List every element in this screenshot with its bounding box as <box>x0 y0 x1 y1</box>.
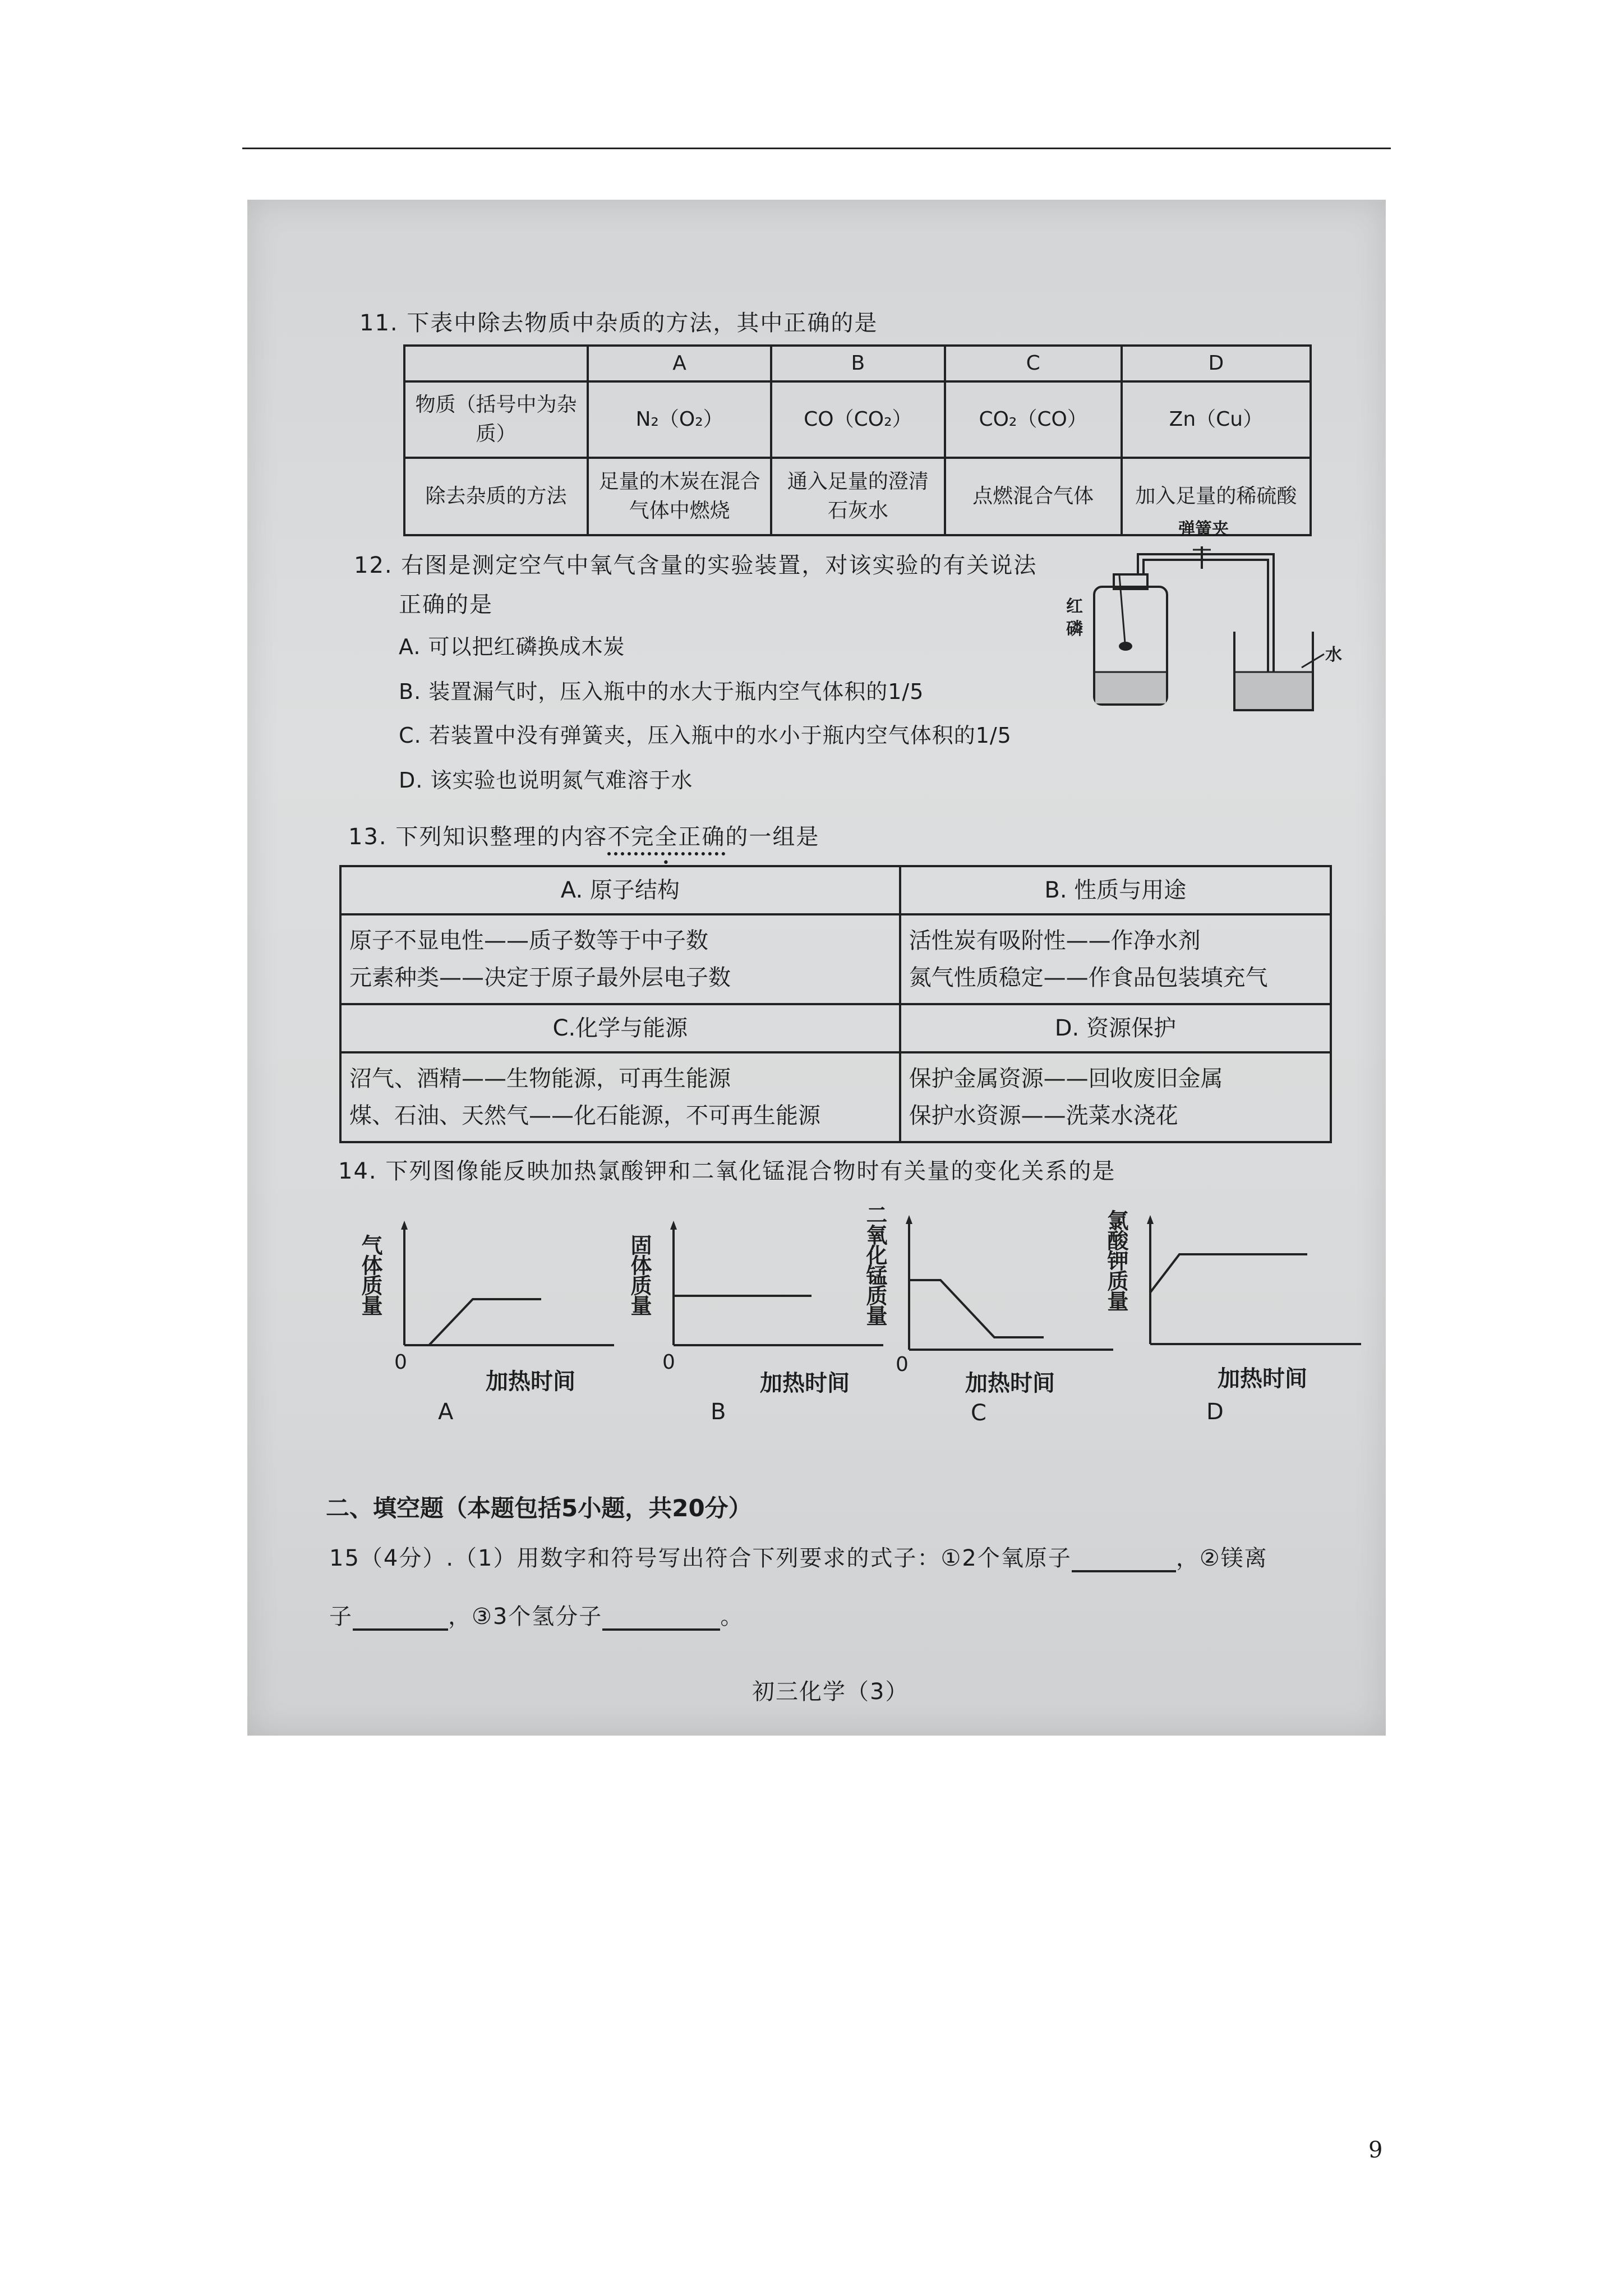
graph-c-letter: C <box>971 1400 986 1426</box>
q13-cell-c-title: C.化学与能源 <box>340 1004 900 1052</box>
exam-photo <box>247 200 1386 1736</box>
graph-b <box>629 1221 864 1423</box>
q11-table <box>403 344 1312 536</box>
graph-c-y-arrow <box>906 1215 912 1224</box>
graph-c-xlabel: 加热时间 <box>965 1370 1055 1396</box>
graph-b-y-arrow <box>670 1221 677 1230</box>
q11-stem: 11. 下表中除去物质中杂质的方法，其中正确的是 <box>359 310 878 336</box>
graph-d-curve <box>1150 1254 1307 1292</box>
graph-d-letter: D <box>1206 1399 1224 1425</box>
graph-b-ylabel: 固体质量 <box>627 1234 652 1315</box>
q13-b-line1: 活性炭有吸附性——作净水剂 <box>909 928 1201 954</box>
q13-cell-d-body <box>900 1052 1331 1142</box>
q13-stem-emphasis: 不完全正确 • <box>607 819 725 851</box>
q13-a-line1: 原子不显电性——质子数等于中子数 <box>349 928 708 954</box>
graph-d-xlabel: 加热时间 <box>1218 1366 1307 1392</box>
q15-blank-hydrogen-molecules[interactable] <box>602 1606 720 1631</box>
q13-a-line2: 元素种类——决定于原子最外层电子数 <box>349 965 731 991</box>
q13-d-line2: 保护水资源——洗菜水浇花 <box>909 1103 1178 1129</box>
header-rule <box>242 148 1391 149</box>
q11-row1-a: N₂（O₂） <box>588 381 771 458</box>
q15-line2-c: 。 <box>720 1604 744 1630</box>
graph-c-plot <box>889 1209 1124 1372</box>
graph-b-letter: B <box>711 1399 726 1425</box>
q13-c-line1: 沼气、酒精——生物能源，可再生能源 <box>349 1066 731 1092</box>
graph-b-xlabel: 加热时间 <box>760 1370 850 1396</box>
q12-option-c: C. 若装置中没有弹簧夹，压入瓶中的水小于瓶内空气体积的1/5 <box>399 723 1012 748</box>
q12-option-b: B. 装置漏气时，压入瓶中的水大于瓶内空气体积的1/5 <box>399 679 924 704</box>
q12-stem-line1: 12. 右图是测定空气中氧气含量的实验装置，对该实验的有关说法 <box>354 553 1038 578</box>
q12-option-d: D. 该实验也说明氮气难溶于水 <box>399 768 693 793</box>
exam-footer: 初三化学（3） <box>752 1679 909 1705</box>
q11-row1-c: CO₂（CO） <box>945 381 1122 458</box>
section2-title: 二、填空题（本题包括5小题，共20分） <box>326 1494 752 1522</box>
q15-line1-end: ，②镁离 <box>1175 1545 1268 1571</box>
q11-row2-d: 加入足量的稀硫酸 <box>1122 458 1311 535</box>
q13-table <box>339 865 1332 1143</box>
q12-option-a: A. 可以把红磷换成木炭 <box>399 634 625 659</box>
graph-a-y-arrow <box>401 1221 408 1230</box>
graph-a-ylabel: 气体质量 <box>358 1234 382 1315</box>
graph-c <box>863 1204 1111 1426</box>
q15-line2 <box>329 1599 744 1631</box>
q11-header-d: D <box>1122 346 1311 381</box>
graph-a-plot <box>384 1221 620 1366</box>
q11-row2-label: 除去杂质的方法 <box>404 458 588 535</box>
q15-line2-b: ，③3个氢分子 <box>448 1604 603 1630</box>
graph-a-zero: 0 <box>394 1351 407 1374</box>
graph-a <box>359 1221 595 1423</box>
q13-cell-b-title: B. 性质与用途 <box>900 866 1331 914</box>
q11-row1-label: 物质（括号中为杂质） <box>404 381 588 458</box>
page-number: 9 <box>1368 2137 1383 2163</box>
graph-a-xlabel: 加热时间 <box>486 1369 575 1395</box>
q13-stem <box>348 819 819 851</box>
q15-blank-magnesium-ion[interactable] <box>353 1606 448 1631</box>
q12-stem-line2: 正确的是 <box>399 592 493 618</box>
apparatus-figure <box>1066 519 1347 721</box>
graph-d-ylabel: 氯酸钾质量 <box>1104 1209 1128 1310</box>
q15-line1-text: 15（4分）.（1）用数字和符号写出符合下列要求的式子：①2个氧原子 <box>329 1545 1072 1571</box>
q13-c-line2: 煤、石油、天然气——化石能源，不可再生能源 <box>349 1103 820 1129</box>
graph-d <box>1105 1209 1352 1423</box>
q13-cell-b-body <box>900 914 1331 1004</box>
q13-b-line2: 氮气性质稳定——作食品包装填充气 <box>909 965 1268 991</box>
clamp-label: 弹簧夹 <box>1178 519 1229 539</box>
q13-cell-a-body <box>340 914 900 1004</box>
water-label: 水 <box>1325 645 1342 665</box>
graph-a-curve <box>429 1299 541 1345</box>
q13-stem-pre: 13. 下列知识整理的内容 <box>348 824 608 850</box>
graph-c-ylabel: 二氧化锰质量 <box>863 1204 887 1325</box>
q11-row2-c: 点燃混合气体 <box>945 458 1122 535</box>
q13-cell-d-title: D. 资源保护 <box>900 1004 1331 1052</box>
q11-row2-b: 通入足量的澄清石灰水 <box>771 458 944 535</box>
apparatus-drawing <box>1066 542 1347 721</box>
q15-blank-oxygen-atoms[interactable] <box>1072 1548 1176 1572</box>
phosphorus-label: 红磷 <box>1066 597 1083 639</box>
graph-c-curve <box>909 1280 1044 1337</box>
q13-d-line1: 保护金属资源——回收废旧金属 <box>909 1066 1223 1092</box>
q13-cell-c-body <box>340 1052 900 1142</box>
q11-header-c: C <box>945 346 1122 381</box>
q15-line1 <box>329 1540 1268 1572</box>
q11-header-blank <box>404 346 588 381</box>
graph-d-plot <box>1130 1209 1366 1366</box>
q13-stem-post: 的一组是 <box>725 824 820 850</box>
graph-b-zero: 0 <box>662 1351 675 1374</box>
q11-header-b: B <box>771 346 944 381</box>
graph-c-zero: 0 <box>896 1353 909 1376</box>
q15-line2-a: 子 <box>329 1604 353 1630</box>
q13-cell-a-title: A. 原子结构 <box>340 866 900 914</box>
graph-a-letter: A <box>438 1399 454 1425</box>
q11-row2-a: 足量的木炭在混合气体中燃烧 <box>588 458 771 535</box>
q14-stem: 14. 下列图像能反映加热氯酸钾和二氧化锰混合物时有关量的变化关系的是 <box>338 1158 1116 1184</box>
graph-d-y-arrow <box>1147 1215 1154 1224</box>
q11-row1-d: Zn（Cu） <box>1122 381 1311 458</box>
graph-b-plot <box>653 1221 889 1366</box>
q11-row1-b: CO（CO₂） <box>771 381 944 458</box>
q11-header-a: A <box>588 346 771 381</box>
